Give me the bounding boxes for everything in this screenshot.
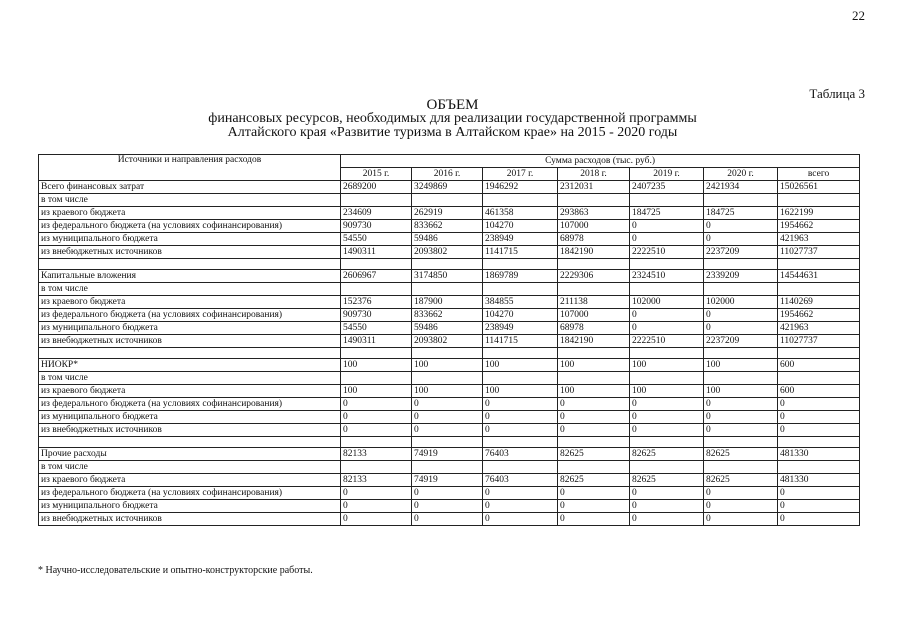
value-cell: 68978 <box>558 322 630 335</box>
row-label: из федерального бюджета (на условиях софинансирования) <box>39 398 341 411</box>
value-cell <box>704 259 778 270</box>
value-cell: 0 <box>483 424 558 437</box>
row-label: Всего финансовых затрат <box>39 181 341 194</box>
value-cell: 74919 <box>412 448 483 461</box>
title-block <box>0 98 905 140</box>
table-row <box>39 437 860 448</box>
row-label: из внебюджетных источников <box>39 335 341 348</box>
value-cell: 107000 <box>558 220 630 233</box>
year-header: 2018 г. <box>558 168 630 181</box>
value-cell: 76403 <box>483 448 558 461</box>
value-cell <box>778 461 860 474</box>
value-cell: 187900 <box>412 296 483 309</box>
value-cell: 0 <box>558 424 630 437</box>
table-row <box>39 372 860 385</box>
title-subtitle-line1: финансовых ресурсов, необходимых для реализации государственной программы <box>208 111 697 126</box>
value-cell: 0 <box>630 487 704 500</box>
value-cell <box>341 194 412 207</box>
value-cell <box>704 348 778 359</box>
value-cell: 909730 <box>341 220 412 233</box>
value-cell: 59486 <box>412 233 483 246</box>
value-cell: 0 <box>704 513 778 526</box>
value-cell <box>483 372 558 385</box>
value-cell: 238949 <box>483 233 558 246</box>
value-cell: 3249869 <box>412 181 483 194</box>
value-cell: 100 <box>412 359 483 372</box>
value-cell: 1140269 <box>778 296 860 309</box>
financing-table <box>38 154 860 526</box>
table-row <box>39 322 860 335</box>
table-row <box>39 296 860 309</box>
table-row <box>39 270 860 283</box>
value-cell: 0 <box>704 424 778 437</box>
value-cell: 100 <box>558 385 630 398</box>
value-cell: 0 <box>483 398 558 411</box>
row-label: из муниципального бюджета <box>39 322 341 335</box>
value-cell: 0 <box>412 487 483 500</box>
title-subtitle-line2: Алтайского края «Развитие туризма в Алтайском крае» на 2015 - 2020 годы <box>227 125 678 140</box>
value-cell: 1946292 <box>483 181 558 194</box>
value-cell: 0 <box>341 500 412 513</box>
value-cell: 0 <box>630 309 704 322</box>
value-cell <box>412 437 483 448</box>
value-cell <box>630 259 704 270</box>
table-row <box>39 233 860 246</box>
value-cell: 481330 <box>778 448 860 461</box>
table-row <box>39 500 860 513</box>
row-label: из муниципального бюджета <box>39 233 341 246</box>
year-header: 2015 г. <box>341 168 412 181</box>
value-cell <box>483 283 558 296</box>
value-cell: 59486 <box>412 322 483 335</box>
value-cell: 0 <box>630 500 704 513</box>
value-cell: 0 <box>704 322 778 335</box>
value-cell: 0 <box>778 398 860 411</box>
value-cell: 100 <box>630 385 704 398</box>
value-cell: 0 <box>704 309 778 322</box>
value-cell: 100 <box>704 385 778 398</box>
table-row <box>39 181 860 194</box>
value-cell: 3174850 <box>412 270 483 283</box>
value-cell <box>341 372 412 385</box>
value-cell: 0 <box>704 411 778 424</box>
value-cell: 1842190 <box>558 335 630 348</box>
value-cell <box>778 259 860 270</box>
value-cell: 211138 <box>558 296 630 309</box>
value-cell: 152376 <box>341 296 412 309</box>
table-row <box>39 513 860 526</box>
row-label: из внебюджетных источников <box>39 246 341 259</box>
value-cell <box>704 461 778 474</box>
table-row <box>39 385 860 398</box>
value-cell: 1954662 <box>778 220 860 233</box>
value-cell: 2222510 <box>630 335 704 348</box>
value-cell: 0 <box>778 411 860 424</box>
value-cell <box>630 461 704 474</box>
value-cell <box>341 461 412 474</box>
value-cell: 14544631 <box>778 270 860 283</box>
value-cell: 0 <box>704 220 778 233</box>
header-sum: Сумма расходов (тыс. руб.) <box>341 155 860 168</box>
value-cell: 0 <box>483 513 558 526</box>
value-cell: 600 <box>778 385 860 398</box>
value-cell: 421963 <box>778 322 860 335</box>
value-cell: 100 <box>341 359 412 372</box>
value-cell: 293863 <box>558 207 630 220</box>
value-cell: 184725 <box>630 207 704 220</box>
year-header: 2017 г. <box>483 168 558 181</box>
value-cell: 0 <box>483 487 558 500</box>
value-cell: 100 <box>341 385 412 398</box>
value-cell <box>558 461 630 474</box>
value-cell <box>704 194 778 207</box>
year-header: 2019 г. <box>630 168 704 181</box>
value-cell: 0 <box>558 513 630 526</box>
row-label <box>39 259 341 270</box>
value-cell: 481330 <box>778 474 860 487</box>
value-cell <box>412 283 483 296</box>
value-cell: 2222510 <box>630 246 704 259</box>
value-cell: 68978 <box>558 233 630 246</box>
table-row <box>39 283 860 296</box>
value-cell: 0 <box>341 424 412 437</box>
value-cell: 600 <box>778 359 860 372</box>
table-row <box>39 246 860 259</box>
row-label: из федерального бюджета (на условиях софинансирования) <box>39 309 341 322</box>
year-header: всего <box>778 168 860 181</box>
value-cell <box>630 372 704 385</box>
value-cell: 1622199 <box>778 207 860 220</box>
value-cell: 0 <box>412 411 483 424</box>
value-cell: 1141715 <box>483 335 558 348</box>
value-cell: 2312031 <box>558 181 630 194</box>
row-label: из муниципального бюджета <box>39 411 341 424</box>
value-cell: 102000 <box>704 296 778 309</box>
value-cell <box>630 283 704 296</box>
value-cell <box>778 437 860 448</box>
row-label: Прочие расходы <box>39 448 341 461</box>
value-cell <box>630 194 704 207</box>
value-cell: 0 <box>341 513 412 526</box>
table-row <box>39 461 860 474</box>
value-cell: 0 <box>341 487 412 500</box>
value-cell: 2689200 <box>341 181 412 194</box>
value-cell: 1490311 <box>341 246 412 259</box>
value-cell: 2229306 <box>558 270 630 283</box>
value-cell: 1869789 <box>483 270 558 283</box>
row-label: НИОКР* <box>39 359 341 372</box>
value-cell: 0 <box>630 220 704 233</box>
value-cell: 100 <box>630 359 704 372</box>
table-label: Таблица 3 <box>809 86 865 101</box>
year-header: 2020 г. <box>704 168 778 181</box>
value-cell: 2237209 <box>704 246 778 259</box>
value-cell: 82625 <box>630 448 704 461</box>
value-cell: 0 <box>558 411 630 424</box>
value-cell: 0 <box>558 398 630 411</box>
table-row <box>39 335 860 348</box>
value-cell: 2606967 <box>341 270 412 283</box>
value-cell <box>483 259 558 270</box>
year-header: 2016 г. <box>412 168 483 181</box>
value-cell <box>341 259 412 270</box>
value-cell <box>341 437 412 448</box>
value-cell: 0 <box>558 487 630 500</box>
value-cell: 76403 <box>483 474 558 487</box>
table-row <box>39 359 860 372</box>
value-cell <box>483 194 558 207</box>
row-label <box>39 348 341 359</box>
value-cell: 833662 <box>412 309 483 322</box>
table-row <box>39 220 860 233</box>
value-cell <box>704 372 778 385</box>
value-cell: 184725 <box>704 207 778 220</box>
row-label <box>39 437 341 448</box>
value-cell: 2421934 <box>704 181 778 194</box>
table-row <box>39 259 860 270</box>
value-cell: 909730 <box>341 309 412 322</box>
value-cell: 0 <box>558 500 630 513</box>
value-cell: 2093802 <box>412 246 483 259</box>
value-cell <box>704 283 778 296</box>
value-cell: 0 <box>412 398 483 411</box>
value-cell: 107000 <box>558 309 630 322</box>
row-label: из федерального бюджета (на условиях софинансирования) <box>39 487 341 500</box>
value-cell: 2237209 <box>704 335 778 348</box>
value-cell: 102000 <box>630 296 704 309</box>
header-source: Источники и направления расходов <box>39 155 341 181</box>
value-cell: 54550 <box>341 233 412 246</box>
table-row <box>39 207 860 220</box>
page-number: 22 <box>852 8 865 23</box>
value-cell: 82625 <box>704 474 778 487</box>
value-cell: 0 <box>704 398 778 411</box>
value-cell: 100 <box>704 359 778 372</box>
value-cell <box>778 348 860 359</box>
value-cell: 0 <box>630 513 704 526</box>
value-cell: 0 <box>778 487 860 500</box>
value-cell: 2407235 <box>630 181 704 194</box>
value-cell: 74919 <box>412 474 483 487</box>
value-cell <box>558 372 630 385</box>
value-cell: 234609 <box>341 207 412 220</box>
value-cell: 238949 <box>483 322 558 335</box>
value-cell: 82625 <box>558 474 630 487</box>
value-cell <box>412 372 483 385</box>
table-row <box>39 309 860 322</box>
table-row <box>39 424 860 437</box>
value-cell: 0 <box>483 411 558 424</box>
value-cell: 0 <box>704 487 778 500</box>
row-label: в том числе <box>39 461 341 474</box>
value-cell <box>558 259 630 270</box>
row-label: из внебюджетных источников <box>39 424 341 437</box>
row-label: в том числе <box>39 194 341 207</box>
value-cell <box>483 348 558 359</box>
value-cell <box>341 283 412 296</box>
value-cell <box>412 461 483 474</box>
value-cell: 262919 <box>412 207 483 220</box>
value-cell <box>341 348 412 359</box>
header-row <box>39 155 860 168</box>
value-cell: 461358 <box>483 207 558 220</box>
table-body <box>39 181 860 526</box>
value-cell: 0 <box>412 513 483 526</box>
value-cell: 0 <box>412 500 483 513</box>
value-cell: 100 <box>483 385 558 398</box>
value-cell <box>630 348 704 359</box>
row-label: из краевого бюджета <box>39 474 341 487</box>
value-cell: 0 <box>630 424 704 437</box>
value-cell <box>558 194 630 207</box>
value-cell: 11027737 <box>778 246 860 259</box>
value-cell <box>412 348 483 359</box>
row-label: в том числе <box>39 283 341 296</box>
value-cell: 0 <box>412 424 483 437</box>
table-row <box>39 487 860 500</box>
value-cell: 104270 <box>483 309 558 322</box>
table-row <box>39 348 860 359</box>
value-cell <box>704 437 778 448</box>
table-row <box>39 448 860 461</box>
value-cell <box>558 283 630 296</box>
value-cell: 0 <box>704 500 778 513</box>
value-cell: 100 <box>483 359 558 372</box>
value-cell <box>778 372 860 385</box>
value-cell: 82133 <box>341 474 412 487</box>
value-cell <box>412 194 483 207</box>
value-cell: 0 <box>341 398 412 411</box>
value-cell: 82625 <box>704 448 778 461</box>
value-cell: 0 <box>630 322 704 335</box>
row-label: из краевого бюджета <box>39 385 341 398</box>
value-cell: 1954662 <box>778 309 860 322</box>
value-cell: 0 <box>483 500 558 513</box>
value-cell: 0 <box>630 411 704 424</box>
value-cell: 0 <box>778 500 860 513</box>
value-cell: 1490311 <box>341 335 412 348</box>
value-cell: 1842190 <box>558 246 630 259</box>
value-cell <box>778 283 860 296</box>
value-cell <box>558 348 630 359</box>
value-cell <box>558 437 630 448</box>
value-cell <box>778 194 860 207</box>
value-cell <box>412 259 483 270</box>
value-cell: 833662 <box>412 220 483 233</box>
value-cell: 2093802 <box>412 335 483 348</box>
value-cell: 54550 <box>341 322 412 335</box>
title-heading: ОБЪЕМ <box>426 97 479 113</box>
value-cell: 100 <box>558 359 630 372</box>
table-row <box>39 398 860 411</box>
row-label: из внебюджетных источников <box>39 513 341 526</box>
value-cell: 82625 <box>558 448 630 461</box>
value-cell: 0 <box>778 513 860 526</box>
value-cell <box>483 461 558 474</box>
row-label: Капитальные вложения <box>39 270 341 283</box>
value-cell: 11027737 <box>778 335 860 348</box>
value-cell: 2324510 <box>630 270 704 283</box>
row-label: в том числе <box>39 372 341 385</box>
value-cell: 421963 <box>778 233 860 246</box>
value-cell: 82625 <box>630 474 704 487</box>
value-cell: 0 <box>341 411 412 424</box>
value-cell: 100 <box>412 385 483 398</box>
value-cell: 2339209 <box>704 270 778 283</box>
value-cell <box>483 437 558 448</box>
value-cell: 1141715 <box>483 246 558 259</box>
value-cell: 0 <box>704 233 778 246</box>
row-label: из муниципального бюджета <box>39 500 341 513</box>
value-cell: 15026561 <box>778 181 860 194</box>
value-cell: 0 <box>630 398 704 411</box>
value-cell: 0 <box>630 233 704 246</box>
row-label: из краевого бюджета <box>39 207 341 220</box>
footnote: * Научно-исследовательские и опытно-конструкторские работы. <box>38 565 313 576</box>
table-row <box>39 411 860 424</box>
table-row <box>39 194 860 207</box>
value-cell: 0 <box>778 424 860 437</box>
table-row <box>39 474 860 487</box>
row-label: из федерального бюджета (на условиях софинансирования) <box>39 220 341 233</box>
value-cell: 104270 <box>483 220 558 233</box>
value-cell: 82133 <box>341 448 412 461</box>
value-cell <box>630 437 704 448</box>
row-label: из краевого бюджета <box>39 296 341 309</box>
value-cell: 384855 <box>483 296 558 309</box>
